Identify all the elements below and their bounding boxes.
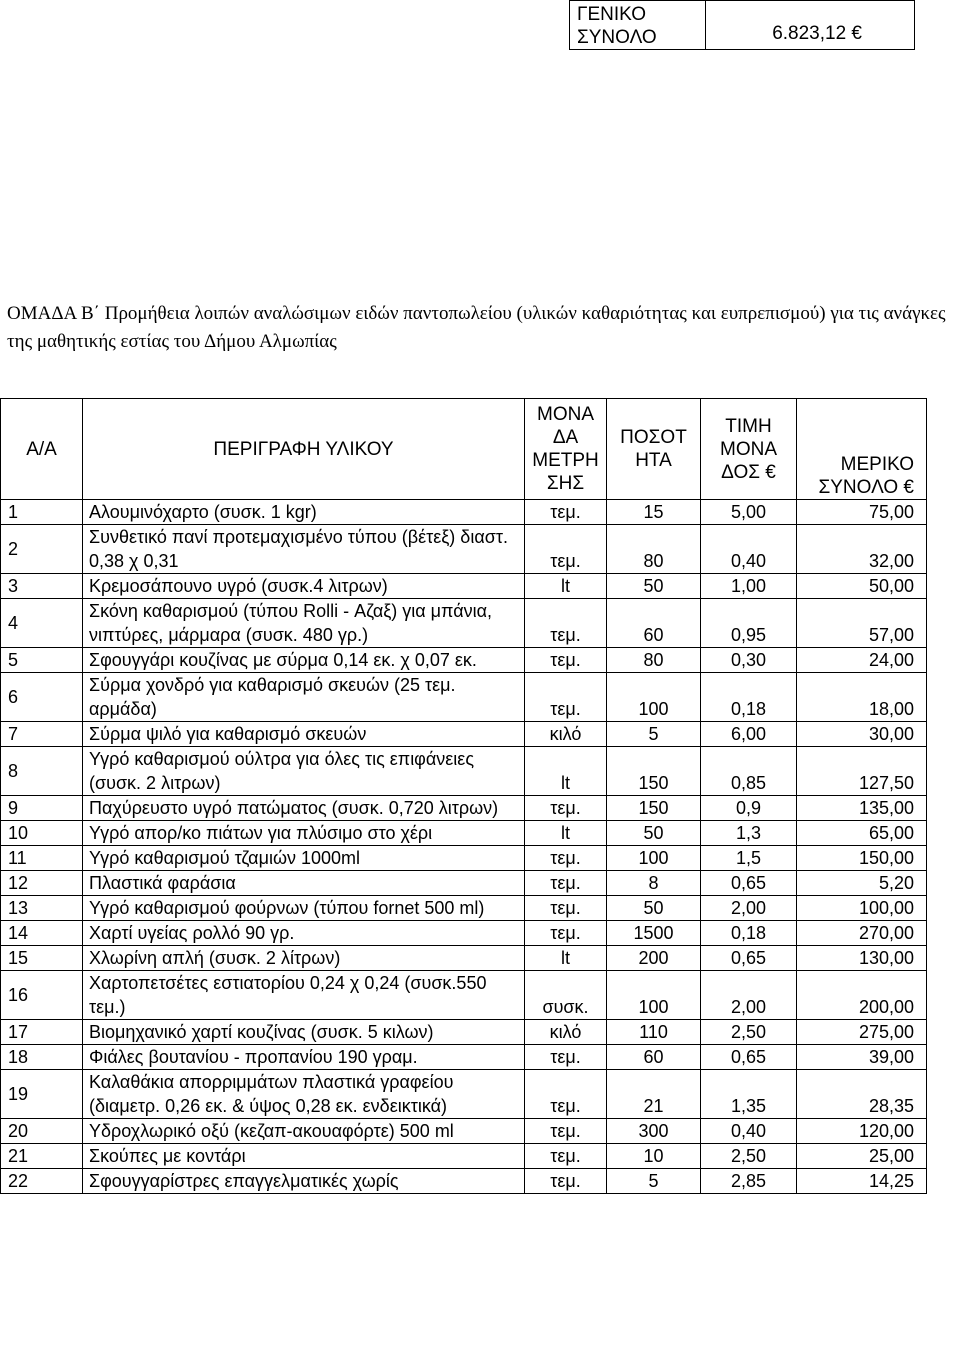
row-number: 14 [1, 921, 83, 946]
row-quantity: 8 [607, 871, 701, 896]
row-unit: τεμ. [525, 500, 607, 525]
row-number: 21 [1, 1144, 83, 1169]
table-row [1, 1020, 927, 1045]
row-unit: τεμ. [525, 1119, 607, 1144]
row-number: 13 [1, 896, 83, 921]
row-subtotal: 25,00 [797, 1144, 927, 1169]
grand-total-label-line2: ΣΥΝΟΛΟ [577, 27, 657, 48]
group-title: ΟΜΑΔΑ Β΄ Προμήθεια λοιπών αναλώσιμων ειδών παντοπωλείου (υλικών καθαριότητας και ευπρεπισμού) για τις ανάγκες της μαθητικής εστίας του Δήμου Αλμωπίας [7, 303, 946, 352]
row-subtotal: 32,00 [797, 525, 927, 574]
row-description: Αλουμινόχαρτο (συσκ. 1 kgr) [83, 500, 525, 525]
table-row [1, 846, 927, 871]
row-quantity: 60 [607, 599, 701, 648]
table-row [1, 821, 927, 846]
row-quantity: 5 [607, 1169, 701, 1194]
row-number: 20 [1, 1119, 83, 1144]
row-quantity: 100 [607, 673, 701, 722]
table-row [1, 871, 927, 896]
row-unit: lt [525, 747, 607, 796]
row-subtotal: 275,00 [797, 1020, 927, 1045]
row-quantity: 15 [607, 500, 701, 525]
grand-total-label-line1: ΓΕΝΙΚΟ [577, 4, 647, 25]
row-number: 15 [1, 946, 83, 971]
row-quantity: 5 [607, 722, 701, 747]
row-quantity: 50 [607, 821, 701, 846]
row-description: Υγρό καθαρισμού φούρνων (τύπου fornet 500 ml) [83, 896, 525, 921]
table-row [1, 1119, 927, 1144]
row-unit-price: 6,00 [701, 722, 797, 747]
row-unit: τεμ. [525, 1070, 607, 1119]
row-subtotal: 200,00 [797, 971, 927, 1020]
row-subtotal: 150,00 [797, 846, 927, 871]
row-description: Σφουγγάρι κουζίνας με σύρμα 0,14 εκ. χ 0,07 εκ. [83, 648, 525, 673]
row-description: Υδροχλωρικό οξύ (κεζαπ-ακουαφόρτε) 500 ml [83, 1119, 525, 1144]
row-quantity: 21 [607, 1070, 701, 1119]
row-subtotal: 39,00 [797, 1045, 927, 1070]
row-unit: τεμ. [525, 846, 607, 871]
row-number: 11 [1, 846, 83, 871]
row-description: Φιάλες βουτανίου - προπανίου 190 γραμ. [83, 1045, 525, 1070]
table-header-row [1, 399, 927, 500]
row-unit: τεμ. [525, 1169, 607, 1194]
table-row [1, 574, 927, 599]
table-row [1, 971, 927, 1020]
row-number: 5 [1, 648, 83, 673]
row-unit: τεμ. [525, 599, 607, 648]
table-row [1, 796, 927, 821]
row-unit: τεμ. [525, 525, 607, 574]
table-row [1, 1070, 927, 1119]
row-unit-price: 2,00 [701, 971, 797, 1020]
table-row [1, 896, 927, 921]
row-unit-price: 0,65 [701, 1045, 797, 1070]
row-unit: τεμ. [525, 648, 607, 673]
row-number: 6 [1, 673, 83, 722]
row-number: 22 [1, 1169, 83, 1194]
table-row [1, 599, 927, 648]
row-unit-price: 0,65 [701, 871, 797, 896]
row-number: 10 [1, 821, 83, 846]
row-unit: lt [525, 946, 607, 971]
row-unit-price: 0,9 [701, 796, 797, 821]
row-quantity: 110 [607, 1020, 701, 1045]
row-unit-price: 1,5 [701, 846, 797, 871]
row-subtotal: 135,00 [797, 796, 927, 821]
row-subtotal: 18,00 [797, 673, 927, 722]
grand-total-label [570, 1, 706, 50]
row-description: Συνθετικό πανί προτεμαχισμένο τύπου (βέτεξ) διαστ. 0,38 χ 0,31 [83, 525, 525, 574]
row-description: Σύρμα χονδρό για καθαρισμό σκευών (25 τεμ. αρμάδα) [83, 673, 525, 722]
row-unit-price: 0,65 [701, 946, 797, 971]
row-unit-price: 1,3 [701, 821, 797, 846]
header-unit: ΜΟΝΑ ΔΑ ΜΕΤΡΗ ΣΗΣ [525, 399, 607, 500]
row-description: Παχύρευστο υγρό πατώματος (συσκ. 0,720 λιτρων) [83, 796, 525, 821]
row-subtotal: 75,00 [797, 500, 927, 525]
row-number: 17 [1, 1020, 83, 1045]
row-description: Πλαστικά φαράσια [83, 871, 525, 896]
table-row [1, 648, 927, 673]
row-description: Καλαθάκια απορριμμάτων πλαστικά γραφείου (διαμετρ. 0,26 εκ. & ύψος 0,28 εκ. ενδεικτικά) [83, 1070, 525, 1119]
row-number: 16 [1, 971, 83, 1020]
row-description: Σκόνη καθαρισμού (τύπου Rolli - Αζαξ) για μπάνια, νιπτύρες, μάρμαρα (συσκ. 480 γρ.) [83, 599, 525, 648]
grand-total-value: 6.823,12 € [706, 1, 915, 50]
row-unit: κιλό [525, 722, 607, 747]
row-unit-price: 0,40 [701, 1119, 797, 1144]
table-row [1, 1169, 927, 1194]
table-body [1, 500, 927, 1194]
row-quantity: 50 [607, 574, 701, 599]
row-quantity: 300 [607, 1119, 701, 1144]
row-quantity: 150 [607, 796, 701, 821]
items-table [0, 398, 927, 1194]
header-subtotal: ΜΕΡΙΚΟ ΣΥΝΟΛΟ € [797, 399, 927, 500]
row-description: Σφουγγαρίστρες επαγγελματικές χωρίς [83, 1169, 525, 1194]
table-row [1, 1045, 927, 1070]
row-description: Βιομηχανικό χαρτί κουζίνας (συσκ. 5 κιλων) [83, 1020, 525, 1045]
table-row [1, 946, 927, 971]
row-unit-price: 2,00 [701, 896, 797, 921]
table-row [1, 722, 927, 747]
row-quantity: 100 [607, 971, 701, 1020]
row-subtotal: 127,50 [797, 747, 927, 796]
row-description: Χαρτοπετσέτες εστιατορίου 0,24 χ 0,24 (συσκ.550 τεμ.) [83, 971, 525, 1020]
row-quantity: 60 [607, 1045, 701, 1070]
header-unit-price: ΤΙΜΗ ΜΟΝΑ ΔΟΣ € [701, 399, 797, 500]
row-description: Υγρό καθαρισμού τζαμιών 1000ml [83, 846, 525, 871]
row-unit-price: 1,00 [701, 574, 797, 599]
row-unit-price: 2,85 [701, 1169, 797, 1194]
row-number: 9 [1, 796, 83, 821]
row-subtotal: 50,00 [797, 574, 927, 599]
row-unit-price: 5,00 [701, 500, 797, 525]
row-number: 3 [1, 574, 83, 599]
table-row [1, 1144, 927, 1169]
row-number: 18 [1, 1045, 83, 1070]
row-quantity: 80 [607, 525, 701, 574]
row-subtotal: 57,00 [797, 599, 927, 648]
row-unit: τεμ. [525, 896, 607, 921]
row-unit: lt [525, 574, 607, 599]
table-row [1, 747, 927, 796]
row-unit-price: 1,35 [701, 1070, 797, 1119]
row-description: Υγρό καθαρισμού ούλτρα για όλες τις επιφάνειες (συσκ. 2 λιτρων) [83, 747, 525, 796]
table-row [1, 500, 927, 525]
row-quantity: 10 [607, 1144, 701, 1169]
row-description: Κρεμοσάπουνο υγρό (συσκ.4 λιτρων) [83, 574, 525, 599]
row-subtotal: 270,00 [797, 921, 927, 946]
row-unit-price: 0,85 [701, 747, 797, 796]
row-subtotal: 130,00 [797, 946, 927, 971]
row-subtotal: 5,20 [797, 871, 927, 896]
row-quantity: 1500 [607, 921, 701, 946]
row-unit: τεμ. [525, 871, 607, 896]
row-subtotal: 30,00 [797, 722, 927, 747]
row-subtotal: 120,00 [797, 1119, 927, 1144]
grand-total-box [569, 0, 915, 50]
row-subtotal: 65,00 [797, 821, 927, 846]
row-quantity: 200 [607, 946, 701, 971]
row-subtotal: 24,00 [797, 648, 927, 673]
row-unit: τεμ. [525, 921, 607, 946]
row-unit-price: 0,18 [701, 921, 797, 946]
table-row [1, 921, 927, 946]
row-quantity: 150 [607, 747, 701, 796]
row-number: 1 [1, 500, 83, 525]
header-description: ΠΕΡΙΓΡΑΦΗ ΥΛΙΚΟΥ [83, 399, 525, 500]
row-subtotal: 100,00 [797, 896, 927, 921]
row-unit: τεμ. [525, 796, 607, 821]
row-description: Υγρό απορ/κο πιάτων για πλύσιμο στο χέρι [83, 821, 525, 846]
row-description: Χαρτί υγείας ρολλό 90 γρ. [83, 921, 525, 946]
row-unit: κιλό [525, 1020, 607, 1045]
row-description: Χλωρίνη απλή (συσκ. 2 λίτρων) [83, 946, 525, 971]
row-subtotal: 28,35 [797, 1070, 927, 1119]
row-unit-price: 0,30 [701, 648, 797, 673]
row-quantity: 50 [607, 896, 701, 921]
row-description: Σύρμα ψιλό για καθαρισμό σκευών [83, 722, 525, 747]
table-row [1, 525, 927, 574]
row-quantity: 100 [607, 846, 701, 871]
row-unit: συσκ. [525, 971, 607, 1020]
row-subtotal: 14,25 [797, 1169, 927, 1194]
row-unit: τεμ. [525, 1045, 607, 1070]
row-number: 4 [1, 599, 83, 648]
table-row [1, 673, 927, 722]
row-number: 8 [1, 747, 83, 796]
row-unit-price: 0,95 [701, 599, 797, 648]
row-description: Σκούπες με κοντάρι [83, 1144, 525, 1169]
header-aa: Α/Α [1, 399, 83, 500]
row-unit-price: 2,50 [701, 1144, 797, 1169]
row-unit: τεμ. [525, 1144, 607, 1169]
row-unit: τεμ. [525, 673, 607, 722]
row-unit-price: 0,18 [701, 673, 797, 722]
row-number: 19 [1, 1070, 83, 1119]
header-quantity: ΠΟΣΟΤ ΗΤΑ [607, 399, 701, 500]
row-quantity: 80 [607, 648, 701, 673]
row-unit-price: 2,50 [701, 1020, 797, 1045]
row-number: 7 [1, 722, 83, 747]
row-unit-price: 0,40 [701, 525, 797, 574]
row-number: 12 [1, 871, 83, 896]
row-number: 2 [1, 525, 83, 574]
row-unit: lt [525, 821, 607, 846]
